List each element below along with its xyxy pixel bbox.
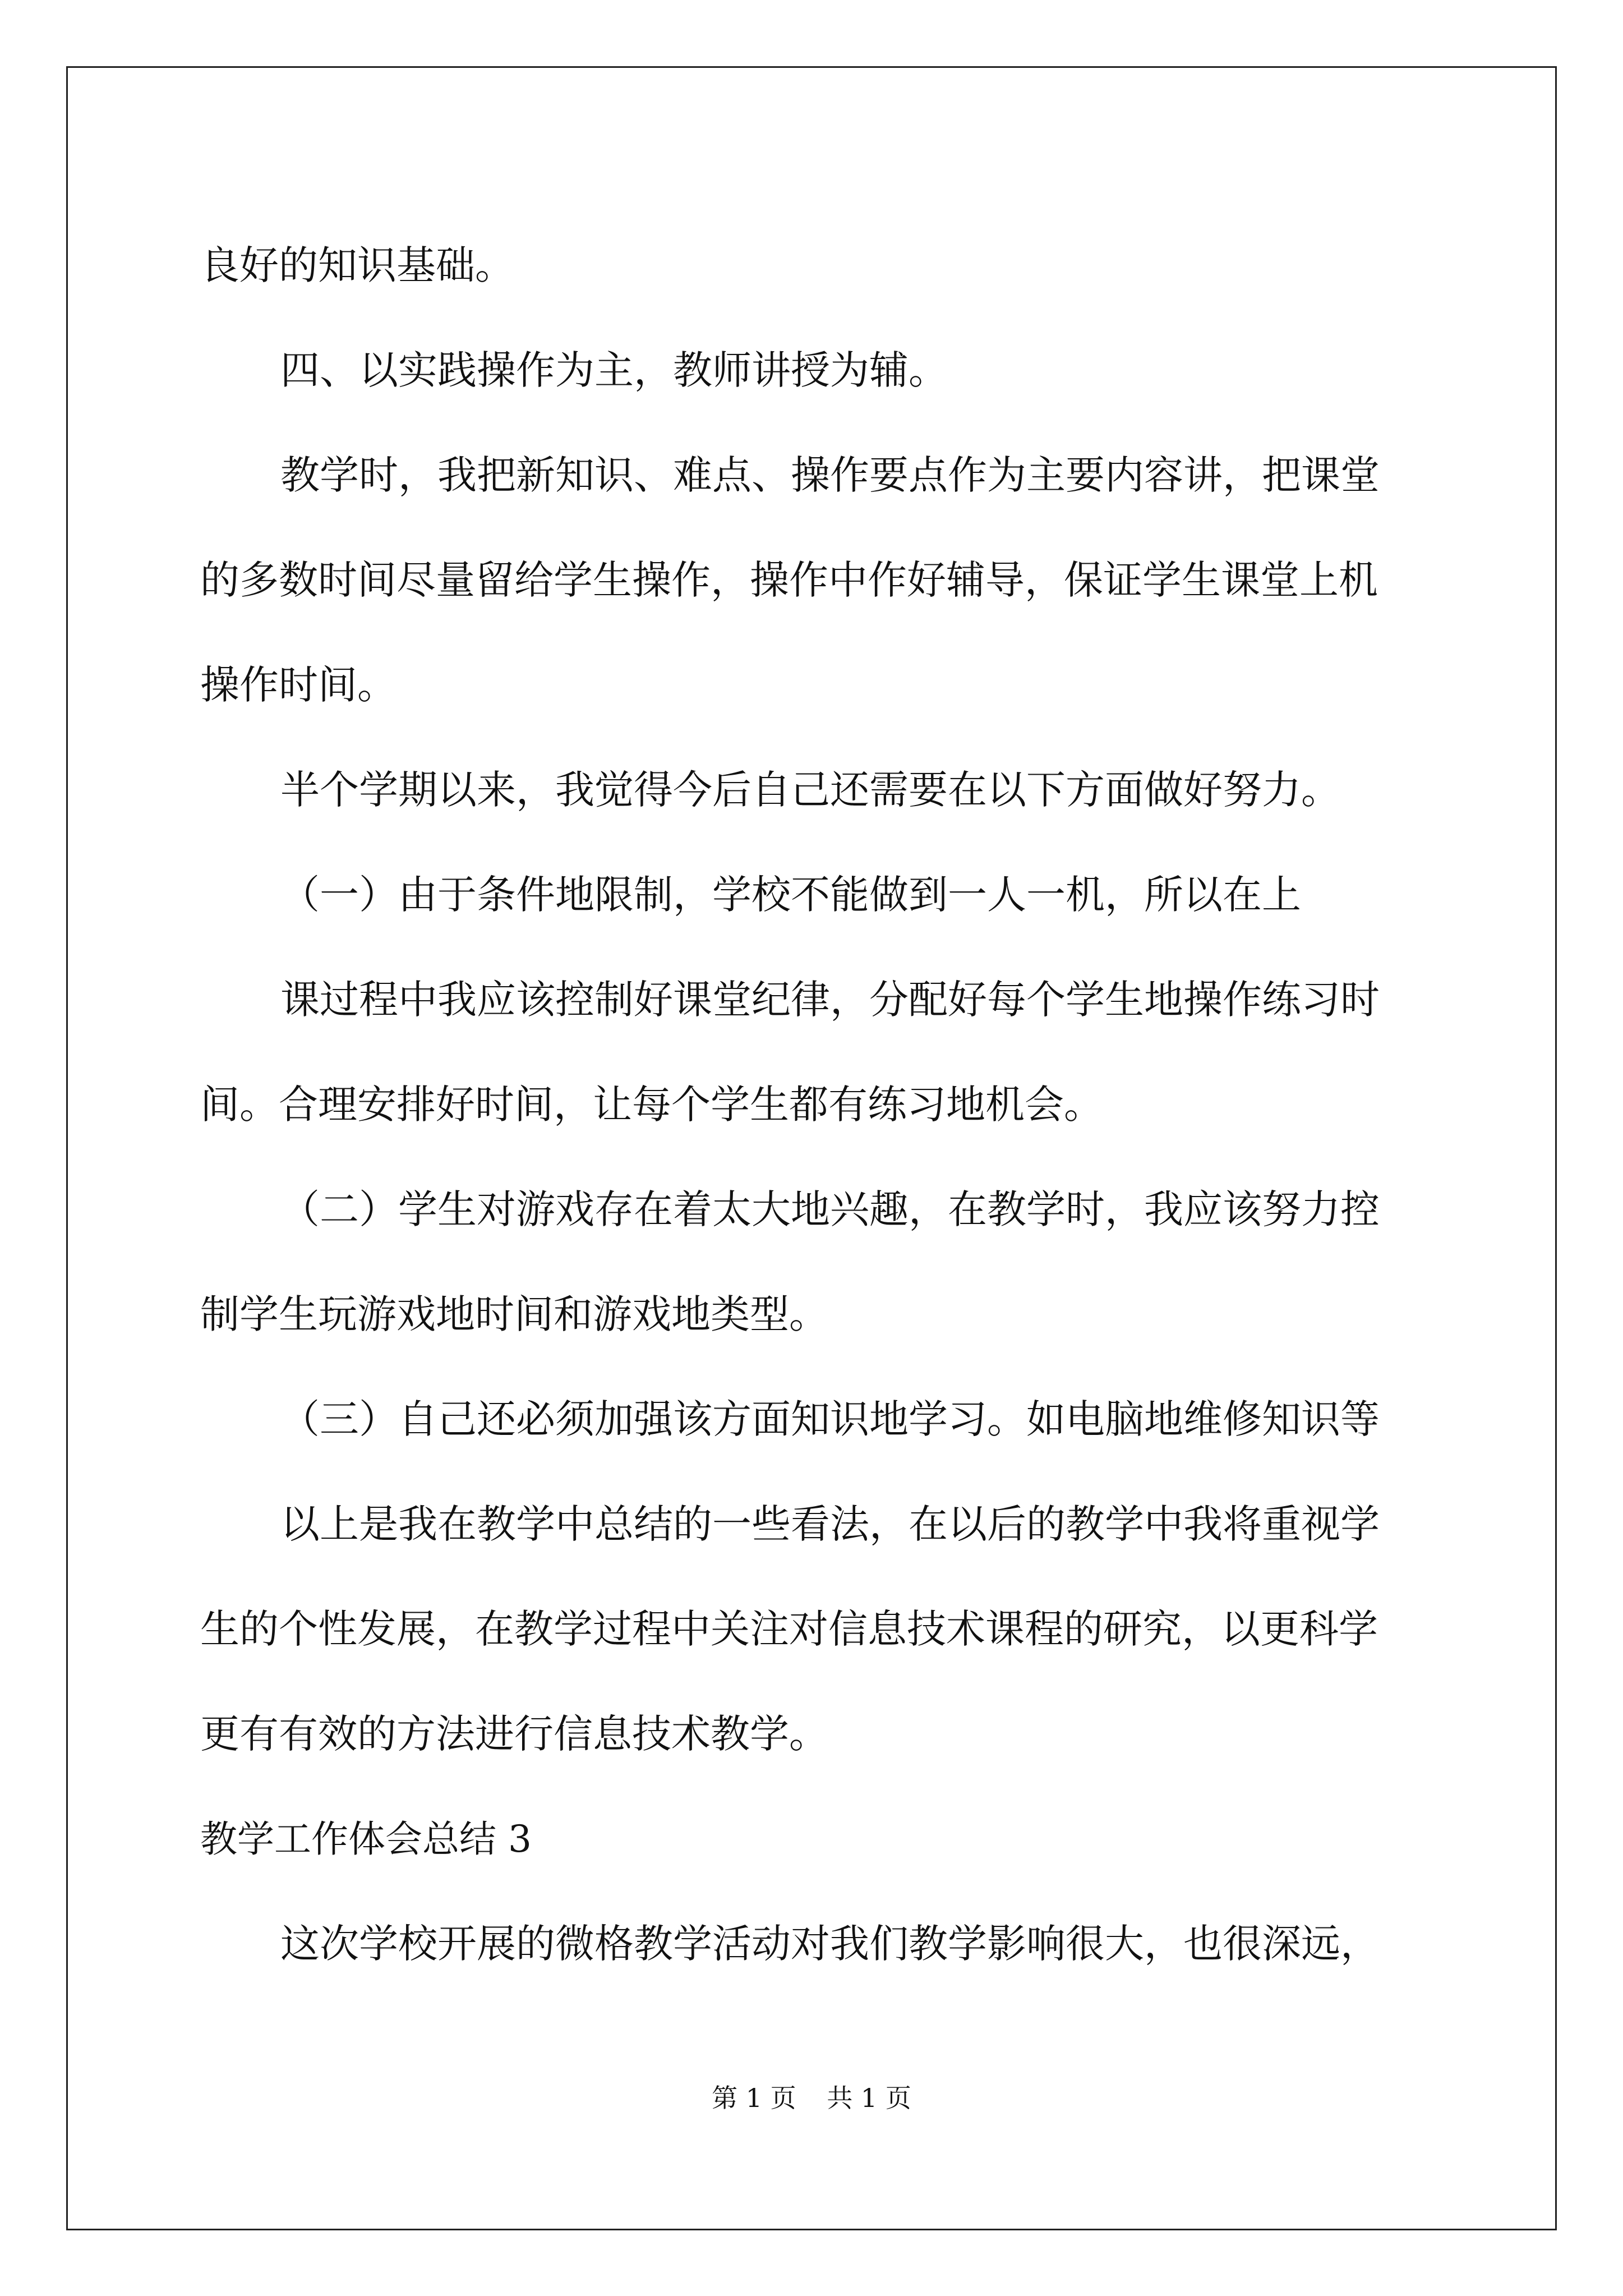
text-line-2: 四、以实践操作为主，教师讲授为辅。 — [280, 347, 948, 393]
text-line-3: 教学时，我把新知识、难点、操作要点作为主要内容讲，把课堂 — [280, 452, 1380, 498]
text-line-14: 生的个性发展，在教学过程中关注对信息技术课程的研究，以更科学 — [200, 1606, 1378, 1652]
text-line-11: 制学生玩游戏地时间和游戏地类型。 — [200, 1291, 828, 1337]
text-line-12: （三）自己还必须加强该方面知识地学习。如电脑地维修知识等 — [280, 1396, 1380, 1442]
text-line-15: 更有有效的方法进行信息技术教学。 — [200, 1711, 828, 1757]
document-body — [200, 213, 1423, 1996]
text-line-10: （二）学生对游戏存在着太大地兴趣，在教学时，我应该努力控 — [280, 1186, 1380, 1232]
text-line-6: 半个学期以来，我觉得今后自己还需要在以下方面做好努力。 — [280, 767, 1340, 813]
section-heading: 教学工作体会总结 3 — [200, 1818, 532, 1861]
text-line-4: 的多数时间尽量留给学生操作，操作中作好辅导，保证学生课堂上机 — [200, 557, 1378, 603]
text-line-17: 这次学校开展的微格教学活动对我们教学影响很大，也很深远， — [280, 1921, 1380, 1967]
text-line-5: 操作时间。 — [200, 662, 396, 708]
text-line-1: 良好的知识基础。 — [200, 242, 514, 288]
text-line-8: 课过程中我应该控制好课堂纪律，分配好每个学生地操作练习时 — [280, 977, 1380, 1023]
text-line-7: （一）由于条件地限制，学校不能做到一人一机，所以在上 — [280, 872, 1301, 918]
page-number: 第 1 页 — [712, 2083, 796, 2113]
text-line-13: 以上是我在教学中总结的一些看法，在以后的教学中我将重视学 — [280, 1501, 1380, 1547]
text-line-9: 间。合理安排好时间，让每个学生都有练习地机会。 — [200, 1082, 1103, 1128]
page-footer — [0, 2081, 1623, 2115]
page-total: 共 1 页 — [827, 2083, 911, 2113]
